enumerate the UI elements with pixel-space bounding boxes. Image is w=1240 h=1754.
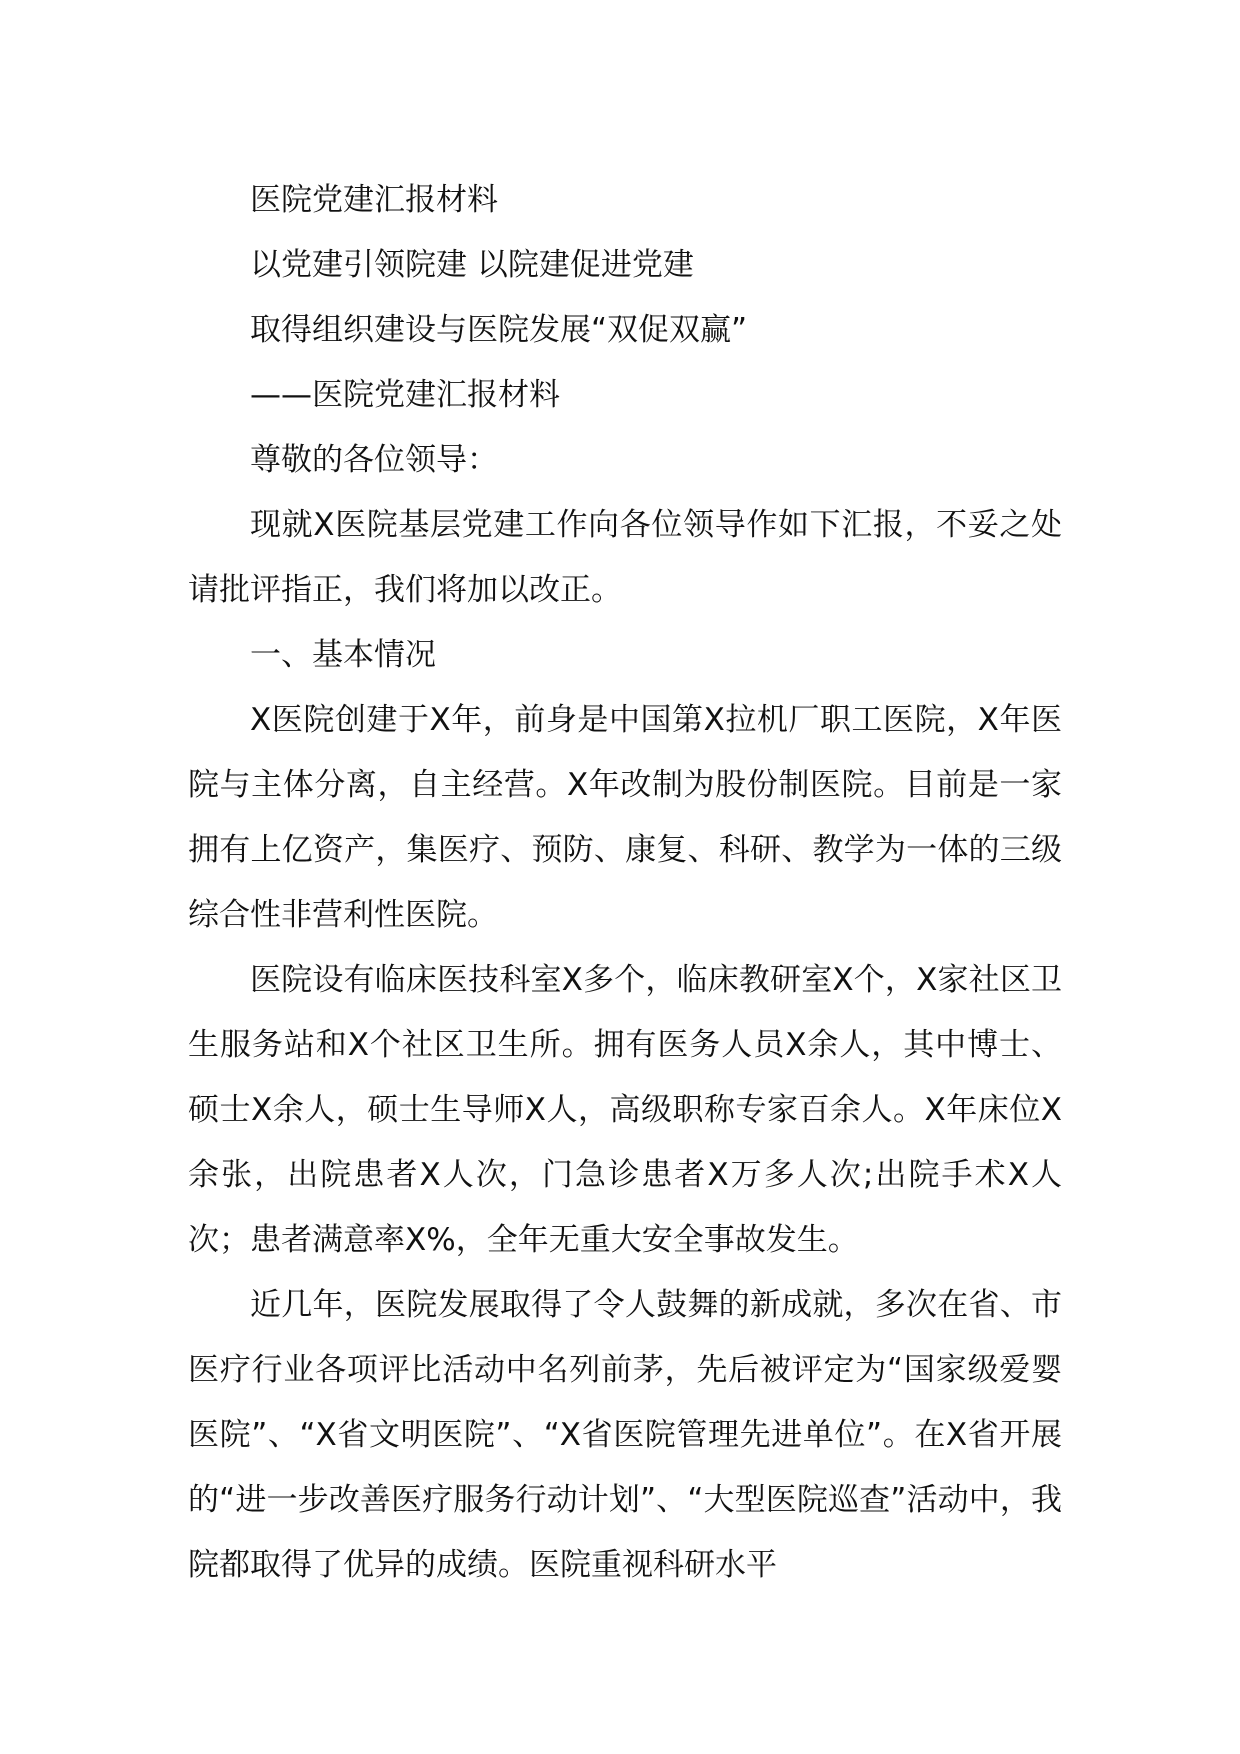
paragraph-intro: 现就X医院基层党建工作向各位领导作如下汇报，不妥之处请批评指正，我们将加以改正。	[188, 507, 1062, 608]
document-body	[188, 168, 1062, 1598]
paragraph-achievements: 近几年，医院发展取得了令人鼓舞的新成就，多次在省、市医疗行业各项评比活动中名列前茅，先后被评定为“国家级爱婴医院”、“X省文明医院”、“X省医院管理先进单位”。在X省开展的“进一步改善医疗服务行动计划”、“大型医院巡查”活动中，我院都取得了优异的成绩。医院重视科研水平	[188, 1287, 1062, 1583]
paragraph-history: X医院创建于X年，前身是中国第X拉机厂职工医院，X年医院与主体分离，自主经营。X年改制为股份制医院。目前是一家拥有上亿资产，集医疗、预防、康复、科研、教学为一体的三级综合性非营利性医院。	[188, 702, 1062, 933]
sub-heading: 取得组织建设与医院发展“双促双赢”	[250, 312, 748, 348]
paragraph-departments: 医院设有临床医技科室X多个，临床教研室X个，X家社区卫生服务站和X个社区卫生所。拥有医务人员X余人，其中博士、硕士X余人，硕士生导师X人，高级职称专家百余人。X年床位X余张，出院患者X人次，门急诊患者X万多人次;出院手术X人次；患者满意率X%，全年无重大安全事故发生。	[188, 962, 1062, 1258]
byline-heading: ——医院党建汇报材料	[250, 377, 560, 413]
salutation: 尊敬的各位领导：	[250, 442, 498, 478]
section-heading-basic-info: 一、基本情况	[250, 637, 436, 673]
main-heading: 以党建引领院建 以院建促进党建	[250, 247, 694, 283]
document-title: 医院党建汇报材料	[250, 182, 498, 218]
